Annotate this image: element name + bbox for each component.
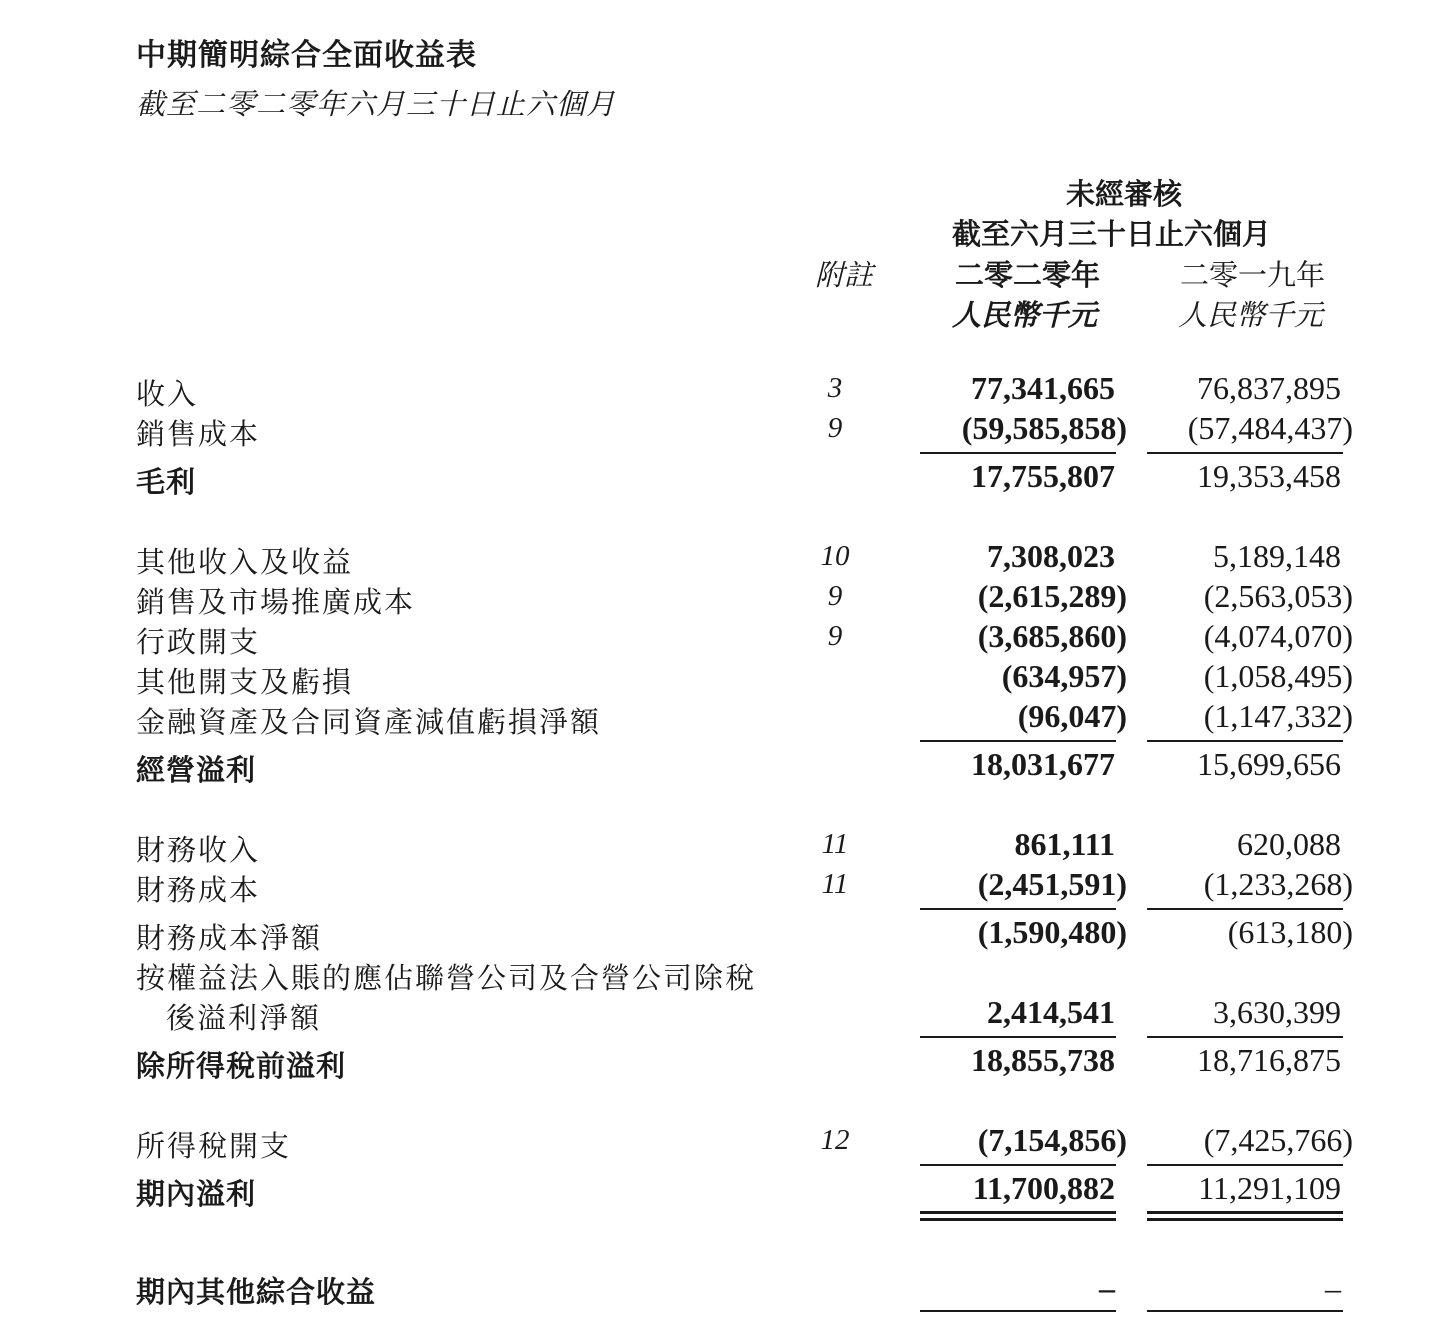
row-label-other-expenses: 其他開支及虧損 <box>136 665 354 699</box>
row-note: 12 <box>820 1124 850 1156</box>
underline <box>1147 740 1343 742</box>
header-unit-2019: 人民幣千元 <box>1178 298 1324 332</box>
statement-subtitle: 截至二零二零年六月三十日止六個月 <box>136 87 617 121</box>
row-label-gross-profit: 毛利 <box>136 465 197 499</box>
value-2020: 17,755,807 <box>971 458 1115 494</box>
value-2019: (1,147,332) <box>1203 698 1353 734</box>
value-2020: 861,111 <box>1014 826 1115 862</box>
underline <box>920 740 1116 742</box>
value-2020: – <box>1099 1270 1115 1306</box>
underline <box>920 1164 1116 1166</box>
value-2020: (2,615,289) <box>977 578 1127 614</box>
row-label-other-comprehensive-income: 期內其他綜合收益 <box>136 1275 377 1309</box>
value-2019: 3,630,399 <box>1213 994 1341 1030</box>
row-label-other-income: 其他收入及收益 <box>136 545 354 579</box>
value-2020: 2,414,541 <box>987 994 1115 1030</box>
statement-title: 中期簡明綜合全面收益表 <box>136 38 477 73</box>
row-label-share-of-profits: 按權益法入賬的應佔聯營公司及合營公司除稅 <box>136 961 757 995</box>
value-2020: 18,855,738 <box>971 1042 1115 1078</box>
header-unit-2020: 人民幣千元 <box>952 298 1098 332</box>
row-label-admin-expenses: 行政開支 <box>136 625 261 659</box>
row-label-profit-before-tax: 除所得稅前溢利 <box>136 1049 347 1083</box>
row-label-finance-income: 財務收入 <box>136 833 261 867</box>
header-unaudited: 未經審核 <box>1066 177 1183 211</box>
value-2019: 5,189,148 <box>1213 538 1341 574</box>
double-underline <box>920 1218 1116 1221</box>
header-year-2020: 二零二零年 <box>955 258 1101 292</box>
row-label-selling-costs: 銷售及市場推廣成本 <box>136 585 416 619</box>
value-2020: (7,154,856) <box>977 1122 1127 1158</box>
header-note: 附註 <box>815 258 874 292</box>
underline <box>1147 452 1343 454</box>
underline <box>1147 1310 1343 1312</box>
underline <box>920 1036 1116 1038</box>
value-2019: (7,425,766) <box>1203 1122 1353 1158</box>
value-2020: (2,451,591) <box>977 866 1127 902</box>
value-2019: (57,484,437) <box>1187 410 1353 446</box>
underline <box>920 908 1116 910</box>
header-period: 截至六月三十日止六個月 <box>952 217 1272 251</box>
double-underline <box>920 1211 1116 1214</box>
value-2019: (2,563,053) <box>1203 578 1353 614</box>
value-2019: (1,233,268) <box>1203 866 1353 902</box>
row-note: 10 <box>820 540 850 572</box>
underline <box>1147 1164 1343 1166</box>
double-underline <box>1147 1218 1343 1221</box>
value-2019: (613,180) <box>1227 914 1353 950</box>
underline <box>1147 1036 1343 1038</box>
value-2019: 11,291,109 <box>1198 1170 1341 1206</box>
value-2020: 18,031,677 <box>971 746 1115 782</box>
underline <box>920 452 1116 454</box>
value-2019: (4,074,070) <box>1203 618 1353 654</box>
row-label-share-of-profits-cont: 後溢利淨額 <box>166 1001 322 1035</box>
value-2019: – <box>1325 1270 1341 1306</box>
double-underline <box>1147 1211 1343 1214</box>
row-label-net-finance-costs: 財務成本淨額 <box>136 921 323 955</box>
row-label-finance-costs: 財務成本 <box>136 873 261 907</box>
row-label-profit-for-period: 期內溢利 <box>136 1177 257 1211</box>
underline <box>920 1310 1116 1312</box>
value-2019: 76,837,895 <box>1197 370 1341 406</box>
value-2020: 77,341,665 <box>971 370 1115 406</box>
value-2019: 18,716,875 <box>1197 1042 1341 1078</box>
value-2019: 620,088 <box>1237 826 1341 862</box>
row-note: 9 <box>827 412 843 444</box>
row-label-operating-profit: 經營溢利 <box>136 753 257 787</box>
row-label-income-tax: 所得稅開支 <box>136 1129 292 1163</box>
row-label-impairment: 金融資產及合同資產減值虧損淨額 <box>136 705 602 739</box>
value-2020: (59,585,858) <box>961 410 1127 446</box>
value-2020: (1,590,480) <box>977 914 1127 950</box>
row-label-cost-of-sales: 銷售成本 <box>136 417 261 451</box>
row-note: 9 <box>827 620 843 652</box>
value-2020: 11,700,882 <box>972 1170 1115 1206</box>
value-2019: 15,699,656 <box>1197 746 1341 782</box>
header-year-2019: 二零一九年 <box>1180 258 1326 292</box>
value-2020: 7,308,023 <box>987 538 1115 574</box>
underline <box>1147 908 1343 910</box>
row-note: 11 <box>821 828 849 860</box>
value-2019: 19,353,458 <box>1197 458 1341 494</box>
value-2020: (96,047) <box>1017 698 1127 734</box>
value-2020: (634,957) <box>1001 658 1127 694</box>
row-note: 9 <box>827 580 843 612</box>
value-2019: (1,058,495) <box>1203 658 1353 694</box>
value-2020: (3,685,860) <box>977 618 1127 654</box>
row-note: 3 <box>827 372 843 404</box>
row-label-revenue: 收入 <box>136 377 199 411</box>
row-note: 11 <box>821 868 849 900</box>
